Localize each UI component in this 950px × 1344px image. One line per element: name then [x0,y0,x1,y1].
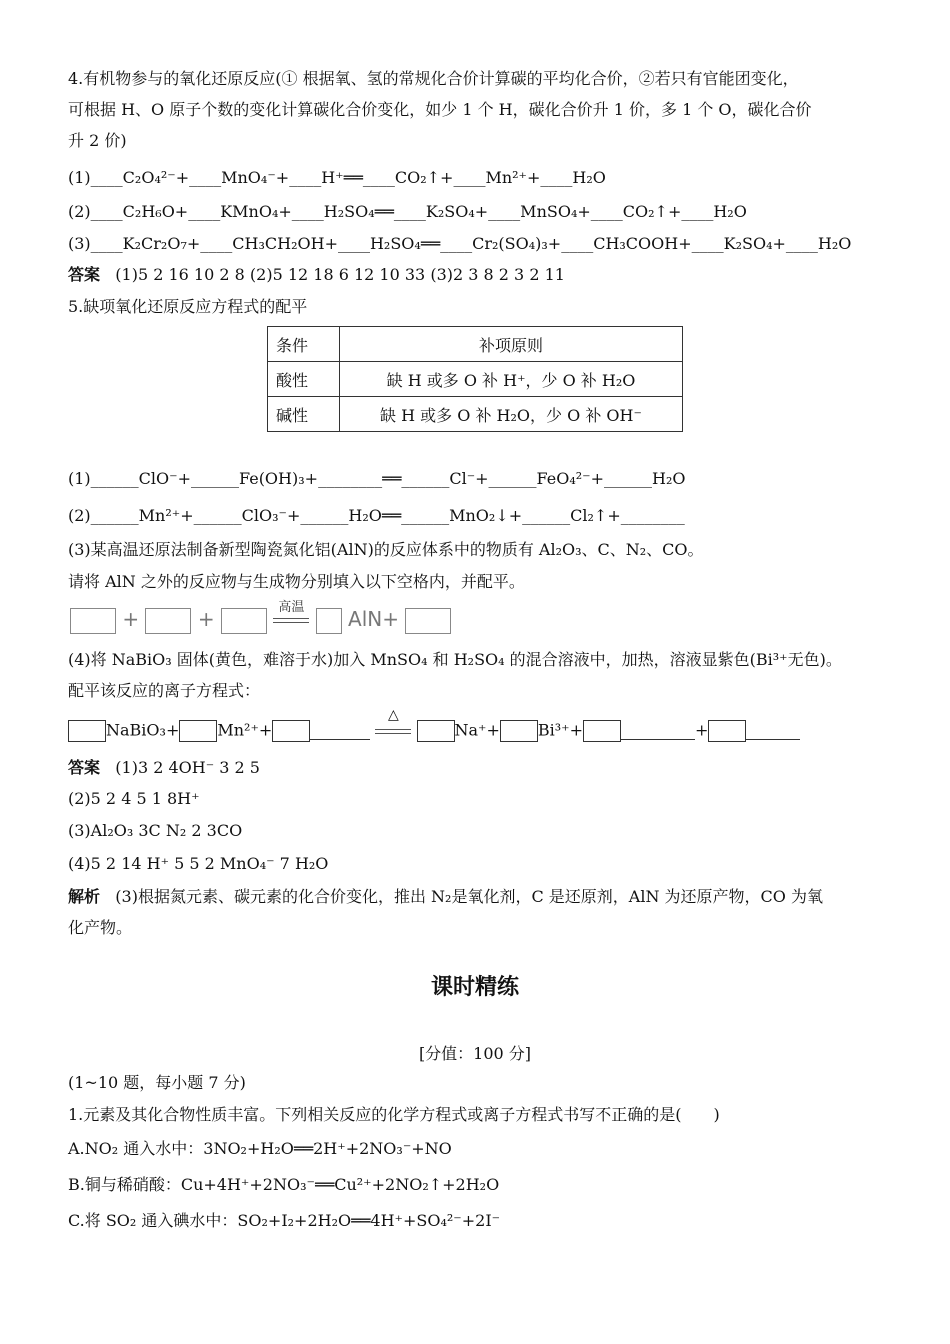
table-cell: 碱性 [268,397,340,432]
q4-equation-3: (3)____K₂Cr₂O₇+____CH₃CH₂OH+____H₂SO₄══____Cr₂(SO₄)₃+____CH₃COOH+____K₂SO₄+____H₂O [68,234,852,253]
q5-part4-line2: 配平该反应的离子方程式： [68,681,261,700]
answer-box[interactable] [272,720,310,742]
option-b: B.铜与稀硝酸：Cu+4H⁺+2NO₃⁻══Cu²⁺+2NO₂↑+2H₂O [68,1175,500,1194]
question-1: 1.元素及其化合物性质丰富。下列相关反应的化学方程式或离子方程式书写不正确的是( ) [68,1105,720,1124]
analysis-text: (3)根据氮元素、碳元素的化合价变化，推出 N₂是氧化剂，C 是还原剂，AlN 为还原产物，CO 为氧 [115,887,823,906]
answer-box[interactable] [405,608,451,634]
term-label: Na⁺+ [454,720,500,740]
blank-line[interactable] [310,723,370,740]
ionic-equation-boxes [68,706,800,742]
q5-answer-4: (4)5 2 14 H⁺ 5 5 2 MnO₄⁻ 7 H₂O [68,854,329,873]
q5-equation-2: (2)______Mn²⁺+______ClO₃⁻+______H₂O══______MnO₂↓+______Cl₂↑+________ [68,506,685,525]
q5-answer-3: (3)Al₂O₃ 3C N₂ 2 3CO [68,821,243,840]
q4-equation-2: (2)____C₂H₆O+____KMnO₄+____H₂SO₄══____K₂SO₄+____MnSO₄+____CO₂↑+____H₂O [68,202,747,221]
answer-box[interactable] [417,720,455,742]
table-header-cell: 条件 [268,327,340,362]
q4-answer-text: (1)5 2 16 10 2 8 (2)5 12 18 6 12 10 33 (3)2 3 8 2 3 2 11 [115,265,565,284]
reaction-condition [273,600,309,623]
aln-label: AlN+ [348,607,400,631]
term-label: Mn²⁺+ [217,720,273,740]
table-header-cell: 补项原则 [340,327,683,362]
q5-analysis-cont: 化产物。 [68,918,133,937]
blank-line[interactable] [746,723,800,740]
answer-box[interactable] [221,608,267,634]
q5-answer-2: (2)5 2 4 5 1 8H⁺ [68,789,200,808]
answer-text: (1)3 2 4OH⁻ 3 2 5 [115,758,260,777]
table-row [268,327,683,362]
option-c: C.将 SO₂ 通入碘水中：SO₂+I₂+2H₂O══4H⁺+SO₄²⁻+2I⁻ [68,1211,501,1230]
scoring-note: (1~10 题，每小题 7 分) [68,1073,246,1092]
q4-intro-line1: 4.有机物参与的氧化还原反应(① 根据氧、氢的常规化合价计算碳的平均化合价，②若只有官能团变化， [68,69,799,88]
table-row [268,397,683,432]
condition-label: 高温 [278,600,305,615]
q5-equation-1: (1)______ClO⁻+______Fe(OH)₃+________══______Cl⁻+______FeO₄²⁻+______H₂O [68,469,686,488]
q4-answer [68,264,565,286]
answer-box[interactable] [145,608,191,634]
answer-label: 答案 [68,758,101,777]
q5-title: 5.缺项氧化还原反应方程式的配平 [68,297,308,316]
q5-answer-1 [68,757,260,779]
plus-sign: + [122,607,140,631]
table-cell: 缺 H 或多 O 补 H₂O，少 O 补 OH⁻ [340,397,683,432]
q5-part3-line2: 请将 AlN 之外的反应物与生成物分别填入以下空格内，并配平。 [68,572,525,591]
q4-intro-line3: 升 2 价) [68,131,127,150]
q4-intro-line2: 可根据 H、O 原子个数的变化计算碳化合价变化，如少 1 个 H，碳化合价升 1 价，多 1 个 O，碳化合价 [68,100,812,119]
answer-box[interactable] [500,720,538,742]
q4-equation-1: (1)____C₂O₄²⁻+____MnO₄⁻+____H⁺══____CO₂↑+____Mn²⁺+____H₂O [68,168,606,187]
answer-box[interactable] [179,720,217,742]
score-info: [分值：100 分] [418,1044,532,1063]
table-cell: 酸性 [268,362,340,397]
answer-box[interactable] [708,720,746,742]
answer-box[interactable] [68,720,106,742]
plus-sign: + [695,720,709,740]
section-title: 课时精练 [430,975,519,1000]
answer-label: 答案 [68,265,101,284]
term-label: NaBiO₃+ [106,720,180,740]
q5-part3-line1: (3)某高温还原法制备新型陶瓷氮化铝(AlN)的反应体系中的物质有 Al₂O₃、C、N₂、CO。 [68,540,704,559]
analysis-label: 解析 [68,887,101,906]
table-row [268,362,683,397]
q5-part4-line1: (4)将 NaBiO₃ 固体(黄色，难溶于水)加入 MnSO₄ 和 H₂SO₄ 的混合溶液中，加热，溶液显紫色(Bi³⁺无色)。 [68,650,842,669]
answer-box[interactable] [70,608,116,634]
plus-sign: + [197,607,215,631]
table-cell: 缺 H 或多 O 补 H⁺，少 O 补 H₂O [340,362,683,397]
heating-condition [375,706,411,734]
answer-box[interactable] [316,608,342,634]
fill-box-equation [70,600,451,634]
supplement-rules-table [267,326,683,432]
answer-box[interactable] [583,720,621,742]
q5-analysis [68,886,823,908]
condition-label: △ [388,706,399,723]
term-label: Bi³⁺+ [537,720,584,740]
option-a: A.NO₂ 通入水中：3NO₂+H₂O══2H⁺+2NO₃⁻+NO [68,1139,452,1158]
blank-line[interactable] [621,723,695,740]
